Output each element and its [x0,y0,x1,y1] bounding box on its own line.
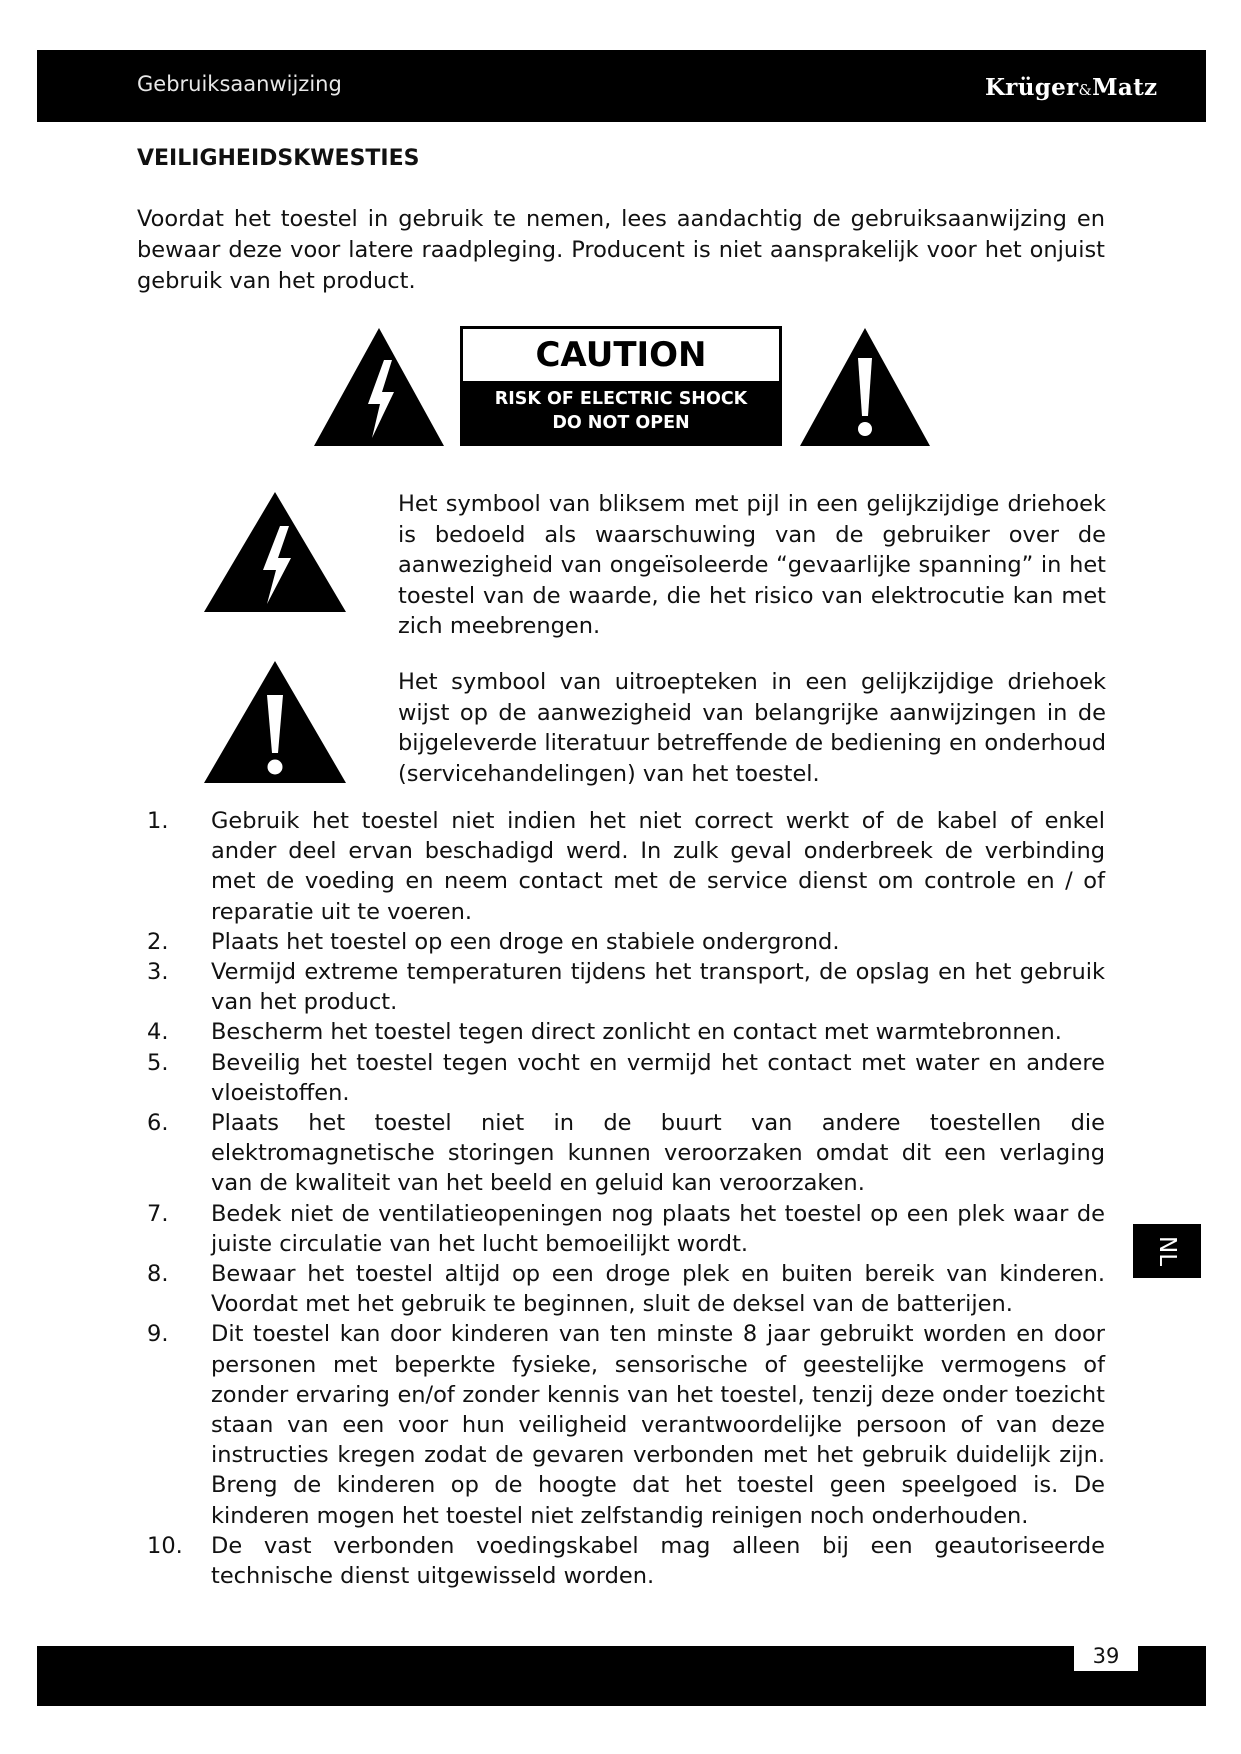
list-item: 8. Bewaar het toestel altijd op een droge plek en buiten bereik van kinderen. Voordat met het gebruik te beginnen, sluit de deksel van de batterijen. [147,1261,1105,1318]
list-item: 7. Bedek niet de ventilatieopeningen nog plaats het toestel op een plek waar de juiste circulatie van het lucht bemoeilijkt wordt. [147,1200,1105,1257]
brand-name-end: Matz [1092,74,1158,101]
lightning-symbol-description: Het symbool van bliksem met pijl in een gelijkzijdige driehoek is bedoeld als waarschuwing van de gebruiker over de aanwezigheid van ongeïsoleerde “gevaarlijke spanning” in het toestel van de waarde, die het risico van elektrocutie kan met zich meebrengen. [398,491,1106,639]
list-item: 6. Plaats het toestel niet in de buurt van andere toestellen die elektromagnetische storingen kunnen veroorzaken omdat dit een verlaging van de kwaliteit van het beeld en geluid kan veroorzaken. [147,1110,1105,1197]
rule-text: Beveilig het toestel tegen vocht en vermijd het contact met water en andere vloeistoffen. [211,1049,1105,1106]
rule-text: Bewaar het toestel altijd op een droge plek en buiten bereik van kinderen. Voordat met het gebruik te beginnen, sluit de deksel van de batterijen. [211,1261,1105,1318]
caution-subtext [463,387,779,435]
list-item: 9. Dit toestel kan door kinderen van ten minste 8 jaar gebruikt worden en door personen met beperkte fysieke, sensorische of geestelijke vermogens of zonder ervaring en/of zonder kennis van het toestel, tenzij deze onder toezicht staan van een voor hun veiligheid verantwoordelijke persoon of van deze instructies kregen zodat de gevaren verbonden met het gebruik duidelijk zijn. Breng de kinderen op de hoogte dat het toestel geen speelgoed is. De kinderen mogen het toestel niet zelfstandig reinigen noch onderhouden. [147,1321,1105,1529]
page-number: 39 [1074,1641,1138,1671]
language-code: NL [1154,1235,1180,1267]
list-item: 2. Plaats het toestel op een droge en stabiele ondergrond. [147,928,840,955]
brand-logo [985,74,1157,101]
rule-text: Dit toestel kan door kinderen van ten minste 8 jaar gebruikt worden en door personen met beperkte fysieke, sensorische of geestelijke vermogens of zonder ervaring en/of zonder kennis van het toestel, tenzij deze onder toezicht staan van een voor hun veiligheid verantwoordelijke persoon of van deze instructies kregen zodat de gevaren verbonden met het gebruik duidelijk zijn. Breng de kinderen op de hoogte dat het toestel geen speelgoed is. De kinderen mogen het toestel niet zelfstandig reinigen noch onderhouden. [211,1321,1105,1529]
brand-name-main: Krüger [985,74,1079,101]
language-tab [1133,1224,1201,1278]
document-title: Gebruiksaanwijzing [137,72,342,96]
lightning-warning-icon [202,490,348,614]
footer-bar [37,1646,1206,1706]
section-heading: VEILIGHEIDSKWESTIES [137,146,420,171]
rule-text: De vast verbonden voedingskabel mag alleen bij een geautoriseerde technische dienst uitgewisseld worden. [211,1532,1105,1590]
safety-rules-list [137,806,1105,1591]
lightning-warning-icon [312,326,446,448]
exclamation-symbol-description: Het symbool van uitroepteken in een gelijkzijdige driehoek wijst op de aanwezigheid van belangrijke aanwijzingen in de bijgeleverde literatuur betreffende de bediening en onderhoud (servicehandelingen) van het toestel. [398,669,1106,787]
caution-sticker [460,326,782,446]
list-item: 3. Vermijd extreme temperaturen tijdens het transport, de opslag en het gebruik van het product. [147,959,1105,1016]
list-item: 4. Bescherm het toestel tegen direct zonlicht en contact met warmtebronnen. [147,1019,1062,1046]
caution-title: CAUTION [463,329,779,381]
rule-text: Bescherm het toestel tegen direct zonlicht en contact met warmtebronnen. [211,1019,1062,1046]
intro-paragraph: Voordat het toestel in gebruik te nemen, lees aandachtig de gebruiksaanwijzing en bewaar deze voor latere raadpleging. Producent is niet aansprakelijk voor het onjuist gebruik van het product. [137,206,1105,294]
caution-line-2: DO NOT OPEN [552,413,690,433]
exclamation-warning-icon [202,659,348,785]
list-item: 1. Gebruik het toestel niet indien het niet correct werkt of de kabel of enkel ander deel ervan beschadigd werd. In zulk geval onderbreek de verbinding met de voeding en neem contact met de service dienst om controle en / of reparatie uit te voeren. [147,808,1105,925]
caution-label-row [312,326,932,448]
rule-text: Bedek niet de ventilatieopeningen nog plaats het toestel op een plek waar de juiste circulatie van het lucht bemoeilijkt wordt. [211,1200,1105,1257]
list-item: 5. Beveilig het toestel tegen vocht en vermijd het contact met water en andere vloeistoffen. [147,1049,1105,1106]
rule-text: Gebruik het toestel niet indien het niet correct werkt of de kabel of enkel ander deel ervan beschadigd werd. In zulk geval onderbreek de verbinding met de voeding en neem contact met de service dienst om controle en / of reparatie uit te voeren. [211,808,1105,925]
caution-line-1: RISK OF ELECTRIC SHOCK [494,389,748,409]
list-item: 10. De vast verbonden voedingskabel mag alleen bij een geautoriseerde technische dienst uitgewisseld worden. [147,1532,1105,1590]
brand-ampersand: & [1078,81,1093,99]
rule-text: Vermijd extreme temperaturen tijdens het transport, de opslag en het gebruik van het product. [211,959,1105,1016]
rule-text: Plaats het toestel op een droge en stabiele ondergrond. [211,928,840,955]
rule-text: Plaats het toestel niet in de buurt van andere toestellen die elektromagnetische storingen kunnen veroorzaken omdat dit een verlaging van de kwaliteit van het beeld en geluid kan veroorzaken. [211,1110,1105,1197]
exclamation-warning-icon [798,326,932,448]
